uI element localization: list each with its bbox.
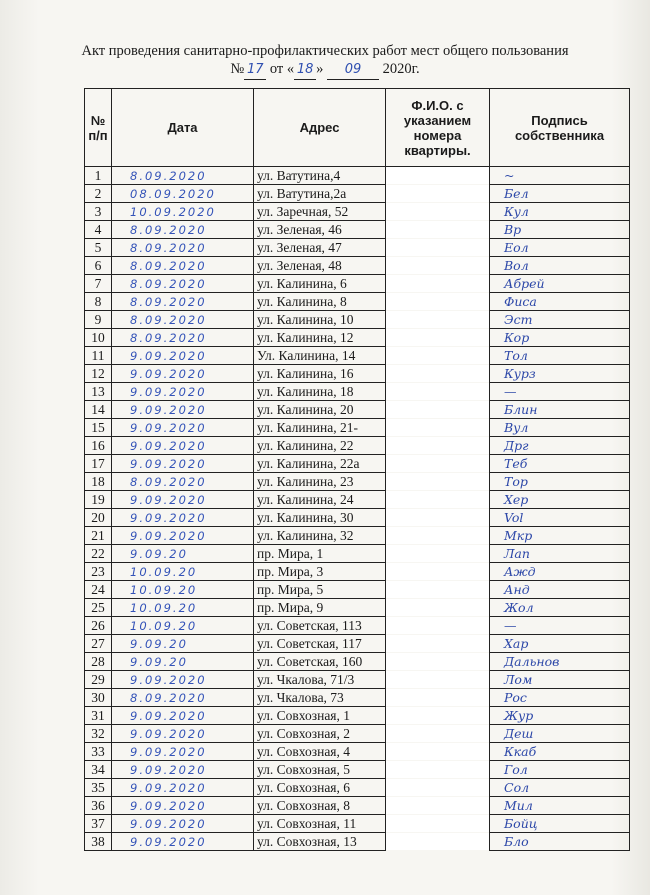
row-fio <box>386 257 490 275</box>
row-address: пр. Мира, 3 <box>254 563 386 581</box>
row-signature: Кул <box>490 203 630 221</box>
row-address: пр. Мира, 1 <box>254 545 386 563</box>
row-signature: Бло <box>490 833 630 851</box>
row-address: ул. Чкалова, 73 <box>254 689 386 707</box>
row-address: ул. Совхозная, 1 <box>254 707 386 725</box>
row-fio <box>386 617 490 635</box>
row-signature: Еол <box>490 239 630 257</box>
row-signature: Мил <box>490 797 630 815</box>
row-signature: Деш <box>490 725 630 743</box>
row-number: 34 <box>85 761 112 779</box>
header-fio: Ф.И.О. с указанием номера квартиры. <box>386 89 490 167</box>
row-date: 9.09.2020 <box>112 365 254 383</box>
act-number-label: № <box>230 61 245 77</box>
row-fio <box>386 761 490 779</box>
row-date: 9.09.2020 <box>112 815 254 833</box>
row-address: ул. Совхозная, 8 <box>254 797 386 815</box>
row-number: 22 <box>85 545 112 563</box>
row-number: 2 <box>85 185 112 203</box>
row-number: 23 <box>85 563 112 581</box>
row-number: 7 <box>85 275 112 293</box>
row-address: ул. Калинина, 20 <box>254 401 386 419</box>
row-address: ул. Совхозная, 2 <box>254 725 386 743</box>
row-fio <box>386 401 490 419</box>
table-row <box>85 401 630 419</box>
row-fio <box>386 833 490 851</box>
title-line-2 <box>0 60 650 80</box>
row-date: 9.09.2020 <box>112 419 254 437</box>
row-address: ул. Совхозная, 5 <box>254 761 386 779</box>
row-number: 14 <box>85 401 112 419</box>
row-fio <box>386 491 490 509</box>
row-number: 31 <box>85 707 112 725</box>
row-date: 9.09.2020 <box>112 383 254 401</box>
header-num: № п/п <box>85 89 112 167</box>
row-fio <box>386 527 490 545</box>
table-row <box>85 581 630 599</box>
row-address: пр. Мира, 9 <box>254 599 386 617</box>
table-header-row <box>85 89 630 167</box>
row-address: ул. Калинина, 8 <box>254 293 386 311</box>
row-date: 9.09.2020 <box>112 833 254 851</box>
row-address: ул. Ватутина,2а <box>254 185 386 203</box>
table-row <box>85 743 630 761</box>
table-row <box>85 617 630 635</box>
table-row <box>85 779 630 797</box>
row-address: ул. Калинина, 23 <box>254 473 386 491</box>
table-row <box>85 671 630 689</box>
table-row <box>85 383 630 401</box>
table-row <box>85 725 630 743</box>
row-address: ул. Совхозная, 4 <box>254 743 386 761</box>
row-signature: Рос <box>490 689 630 707</box>
row-date: 8.09.2020 <box>112 221 254 239</box>
row-fio <box>386 365 490 383</box>
row-address: ул. Калинина, 10 <box>254 311 386 329</box>
table-row <box>85 797 630 815</box>
row-number: 9 <box>85 311 112 329</box>
row-date: 8.09.2020 <box>112 293 254 311</box>
row-date: 9.09.2020 <box>112 761 254 779</box>
row-fio <box>386 473 490 491</box>
row-signature: Вр <box>490 221 630 239</box>
table-row <box>85 527 630 545</box>
row-date: 10.09.20 <box>112 581 254 599</box>
table-row <box>85 419 630 437</box>
row-fio <box>386 419 490 437</box>
row-fio <box>386 329 490 347</box>
row-signature: Vol <box>490 509 630 527</box>
row-fio <box>386 311 490 329</box>
row-number: 11 <box>85 347 112 365</box>
table-row <box>85 833 630 851</box>
row-fio <box>386 581 490 599</box>
row-fio <box>386 455 490 473</box>
row-fio <box>386 239 490 257</box>
row-date: 8.09.2020 <box>112 473 254 491</box>
header-signature: Подпись собственника <box>490 89 630 167</box>
act-number-value: 17 <box>244 61 266 80</box>
row-number: 32 <box>85 725 112 743</box>
row-address: ул. Зеленая, 47 <box>254 239 386 257</box>
row-signature: Мкр <box>490 527 630 545</box>
table-row <box>85 689 630 707</box>
row-signature: Бел <box>490 185 630 203</box>
row-number: 15 <box>85 419 112 437</box>
row-address: ул. Калинина, 21- <box>254 419 386 437</box>
table-row <box>85 761 630 779</box>
row-date: 10.09.2020 <box>112 203 254 221</box>
row-address: ул. Советская, 117 <box>254 635 386 653</box>
row-signature: Блин <box>490 401 630 419</box>
row-address: ул. Совхозная, 11 <box>254 815 386 833</box>
row-date: 10.09.20 <box>112 563 254 581</box>
row-fio <box>386 437 490 455</box>
table-row <box>85 563 630 581</box>
row-date: 9.09.2020 <box>112 437 254 455</box>
row-fio <box>386 563 490 581</box>
row-number: 24 <box>85 581 112 599</box>
row-number: 36 <box>85 797 112 815</box>
row-fio <box>386 185 490 203</box>
row-number: 8 <box>85 293 112 311</box>
row-fio <box>386 689 490 707</box>
row-address: ул. Зеленая, 46 <box>254 221 386 239</box>
document-title <box>0 42 650 80</box>
header-date: Дата <box>112 89 254 167</box>
table-row <box>85 167 630 185</box>
table-row <box>85 653 630 671</box>
row-number: 26 <box>85 617 112 635</box>
row-number: 29 <box>85 671 112 689</box>
row-date: 9.09.20 <box>112 545 254 563</box>
row-date: 9.09.2020 <box>112 743 254 761</box>
row-signature: Абрей <box>490 275 630 293</box>
row-fio <box>386 797 490 815</box>
table-row <box>85 815 630 833</box>
row-signature: Дальнов <box>490 653 630 671</box>
row-address: ул. Калинина, 22а <box>254 455 386 473</box>
act-month-value: 09 <box>327 61 379 80</box>
table-row <box>85 509 630 527</box>
row-address: ул. Совхозная, 13 <box>254 833 386 851</box>
row-signature: Хар <box>490 635 630 653</box>
table-row <box>85 203 630 221</box>
row-address: ул. Калинина, 12 <box>254 329 386 347</box>
table-row <box>85 635 630 653</box>
row-date: 8.09.2020 <box>112 311 254 329</box>
table-row <box>85 311 630 329</box>
table-row <box>85 275 630 293</box>
quote-close: » <box>316 61 324 77</box>
row-address: Ул. Калинина, 14 <box>254 347 386 365</box>
row-fio <box>386 275 490 293</box>
row-signature: Сол <box>490 779 630 797</box>
table-row <box>85 455 630 473</box>
row-address: ул. Калинина, 6 <box>254 275 386 293</box>
row-date: 9.09.2020 <box>112 671 254 689</box>
table-row <box>85 293 630 311</box>
table-row <box>85 599 630 617</box>
row-signature: Кор <box>490 329 630 347</box>
row-date: 08.09.2020 <box>112 185 254 203</box>
row-signature: Хер <box>490 491 630 509</box>
row-signature: Бойц <box>490 815 630 833</box>
row-fio <box>386 545 490 563</box>
row-fio <box>386 671 490 689</box>
row-signature: Дрг <box>490 437 630 455</box>
row-signature: Лом <box>490 671 630 689</box>
table-row <box>85 437 630 455</box>
row-fio <box>386 167 490 185</box>
row-fio <box>386 707 490 725</box>
row-signature: Фиса <box>490 293 630 311</box>
table-row <box>85 257 630 275</box>
table-row <box>85 365 630 383</box>
row-signature: Ккаб <box>490 743 630 761</box>
row-date: 8.09.2020 <box>112 689 254 707</box>
row-address: ул. Калинина, 30 <box>254 509 386 527</box>
table-row <box>85 473 630 491</box>
row-date: 9.09.2020 <box>112 527 254 545</box>
row-date: 9.09.2020 <box>112 797 254 815</box>
row-signature: Жол <box>490 599 630 617</box>
row-signature: Гол <box>490 761 630 779</box>
row-signature: Жур <box>490 707 630 725</box>
row-fio <box>386 743 490 761</box>
row-signature: ~ <box>490 167 630 185</box>
row-date: 9.09.2020 <box>112 725 254 743</box>
row-date: 9.09.2020 <box>112 401 254 419</box>
row-date: 8.09.2020 <box>112 275 254 293</box>
row-signature: Эст <box>490 311 630 329</box>
row-date: 9.09.20 <box>112 653 254 671</box>
row-fio <box>386 653 490 671</box>
row-number: 37 <box>85 815 112 833</box>
row-address: ул. Калинина, 22 <box>254 437 386 455</box>
row-address: пр. Мира, 5 <box>254 581 386 599</box>
row-address: ул. Калинина, 32 <box>254 527 386 545</box>
row-date: 8.09.2020 <box>112 257 254 275</box>
row-number: 19 <box>85 491 112 509</box>
row-number: 10 <box>85 329 112 347</box>
row-signature: Анд <box>490 581 630 599</box>
row-number: 5 <box>85 239 112 257</box>
row-fio <box>386 347 490 365</box>
row-fio <box>386 725 490 743</box>
row-number: 13 <box>85 383 112 401</box>
row-signature: — <box>490 617 630 635</box>
table-row <box>85 221 630 239</box>
table-row <box>85 545 630 563</box>
row-fio <box>386 779 490 797</box>
row-number: 6 <box>85 257 112 275</box>
row-number: 1 <box>85 167 112 185</box>
row-number: 30 <box>85 689 112 707</box>
row-signature: Вол <box>490 257 630 275</box>
row-number: 33 <box>85 743 112 761</box>
row-date: 9.09.2020 <box>112 779 254 797</box>
row-fio <box>386 221 490 239</box>
row-number: 20 <box>85 509 112 527</box>
row-address: ул. Советская, 113 <box>254 617 386 635</box>
row-address: ул. Калинина, 16 <box>254 365 386 383</box>
row-fio <box>386 509 490 527</box>
row-signature: Тол <box>490 347 630 365</box>
row-address: ул. Ватутина,4 <box>254 167 386 185</box>
row-signature: Курз <box>490 365 630 383</box>
row-date: 9.09.2020 <box>112 347 254 365</box>
row-number: 18 <box>85 473 112 491</box>
act-year-label: 2020г. <box>382 61 420 77</box>
table-row <box>85 239 630 257</box>
row-address: ул. Совхозная, 6 <box>254 779 386 797</box>
row-address: ул. Советская, 160 <box>254 653 386 671</box>
row-date: 8.09.2020 <box>112 329 254 347</box>
row-fio <box>386 635 490 653</box>
table-body <box>85 167 630 851</box>
row-signature: Лап <box>490 545 630 563</box>
row-number: 16 <box>85 437 112 455</box>
row-fio <box>386 383 490 401</box>
row-date: 9.09.2020 <box>112 509 254 527</box>
row-signature: Тор <box>490 473 630 491</box>
table-row <box>85 347 630 365</box>
row-number: 27 <box>85 635 112 653</box>
table-row <box>85 707 630 725</box>
row-address: ул. Калинина, 24 <box>254 491 386 509</box>
row-number: 4 <box>85 221 112 239</box>
row-fio <box>386 203 490 221</box>
row-date: 9.09.20 <box>112 635 254 653</box>
row-fio <box>386 293 490 311</box>
row-fio <box>386 815 490 833</box>
row-date: 8.09.2020 <box>112 167 254 185</box>
row-address: ул. Заречная, 52 <box>254 203 386 221</box>
row-number: 28 <box>85 653 112 671</box>
row-number: 12 <box>85 365 112 383</box>
row-address: ул. Калинина, 18 <box>254 383 386 401</box>
row-date: 9.09.2020 <box>112 455 254 473</box>
row-fio <box>386 599 490 617</box>
row-date: 9.09.2020 <box>112 707 254 725</box>
title-line-1: Акт проведения санитарно-профилактических работ мест общего пользования <box>81 43 569 59</box>
row-number: 35 <box>85 779 112 797</box>
row-date: 8.09.2020 <box>112 239 254 257</box>
row-number: 25 <box>85 599 112 617</box>
row-address: ул. Чкалова, 71/3 <box>254 671 386 689</box>
table-row <box>85 185 630 203</box>
row-signature: Ажд <box>490 563 630 581</box>
works-table <box>84 88 630 851</box>
row-address: ул. Зеленая, 48 <box>254 257 386 275</box>
row-number: 21 <box>85 527 112 545</box>
from-label: от « <box>269 61 295 77</box>
table-row <box>85 491 630 509</box>
row-signature: — <box>490 383 630 401</box>
header-address: Адрес <box>254 89 386 167</box>
row-signature: Вул <box>490 419 630 437</box>
row-date: 10.09.20 <box>112 617 254 635</box>
row-date: 10.09.20 <box>112 599 254 617</box>
table-row <box>85 329 630 347</box>
row-number: 38 <box>85 833 112 851</box>
row-signature: Теб <box>490 455 630 473</box>
row-number: 3 <box>85 203 112 221</box>
row-number: 17 <box>85 455 112 473</box>
row-date: 9.09.2020 <box>112 491 254 509</box>
act-day-value: 18 <box>294 61 316 80</box>
